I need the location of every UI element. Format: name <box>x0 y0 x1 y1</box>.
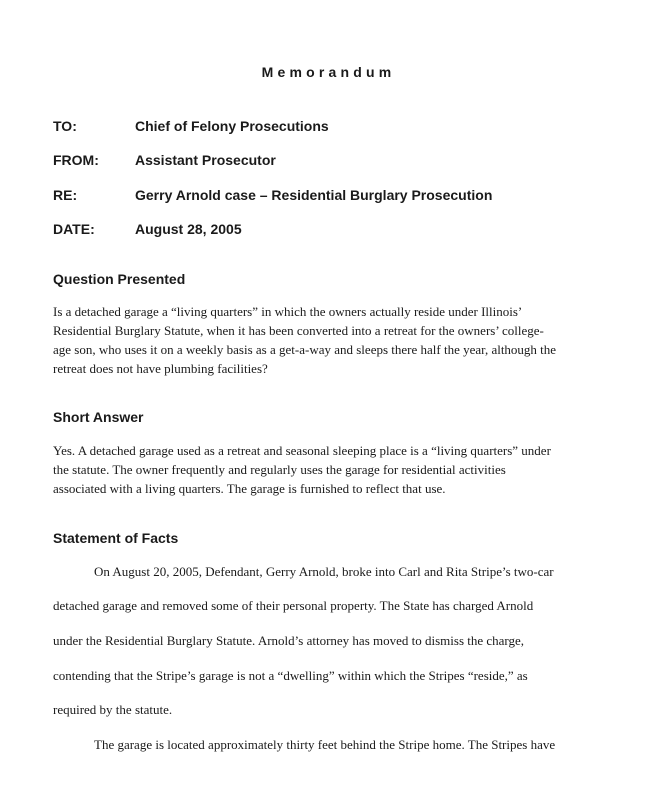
paragraph-line: age son, who uses it on a weekly basis as a get-a-way and sleeps there half the year, although the <box>53 342 557 357</box>
facts-line: On August 20, 2005, Defendant, Gerry Arnold, broke into Carl and Rita Stripe’s two-car <box>94 564 554 579</box>
facts-line: detached garage and removed some of their personal property. The State has charged Arnold <box>53 598 534 613</box>
paragraph-line: Yes. A detached garage used as a retreat and seasonal sleeping place is a “living quarters” under <box>53 443 551 458</box>
paragraph-line: retreat does not have plumbing facilities? <box>53 361 268 376</box>
paragraph-line: associated with a living quarters. The garage is furnished to reflect that use. <box>53 481 446 496</box>
paragraph-line: Residential Burglary Statute, when it has been converted into a retreat for the owners’ college- <box>53 323 544 338</box>
to-label: TO: <box>53 118 77 134</box>
facts-line: contending that the Stripe’s garage is not a “dwelling” within which the Stripes “reside,” as <box>53 668 528 683</box>
from-value: Assistant Prosecutor <box>135 152 276 168</box>
facts-line: required by the statute. <box>53 702 173 717</box>
short-answer-paragraph <box>53 441 593 498</box>
re-value: Gerry Arnold case – Residential Burglary Prosecution <box>135 187 493 203</box>
question-presented-paragraph <box>53 302 593 378</box>
to-value: Chief of Felony Prosecutions <box>135 118 329 134</box>
date-label: DATE: <box>53 221 95 237</box>
facts-line: The garage is located approximately thirty feet behind the Stripe home. The Stripes have <box>94 737 556 752</box>
short-answer-heading: Short Answer <box>53 409 144 425</box>
question-presented-heading: Question Presented <box>53 271 186 287</box>
date-value: August 28, 2005 <box>135 221 242 237</box>
paragraph-line: the statute. The owner frequently and regularly uses the garage for residential activities <box>53 462 506 477</box>
statement-of-facts-heading: Statement of Facts <box>53 530 179 546</box>
paragraph-line: Is a detached garage a “living quarters” in which the owners actually reside under Illinois’ <box>53 304 523 319</box>
re-label: RE: <box>53 187 78 203</box>
facts-line: under the Residential Burglary Statute. Arnold’s attorney has moved to dismiss the charge, <box>53 633 525 648</box>
from-label: FROM: <box>53 152 99 168</box>
memo-title: Memorandum <box>261 64 396 80</box>
